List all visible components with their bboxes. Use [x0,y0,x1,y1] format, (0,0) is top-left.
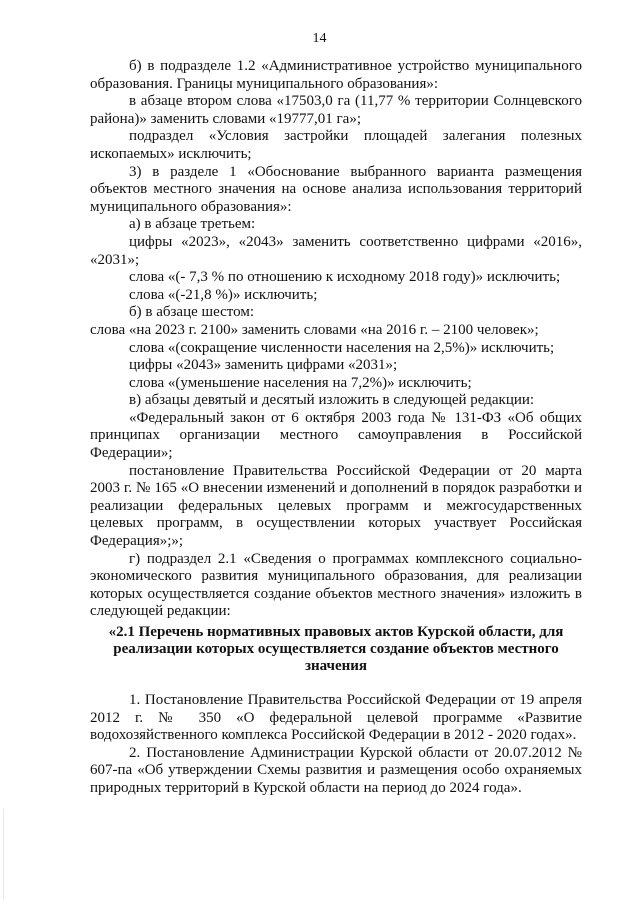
paragraph: слова «(- 7,3 % по отношению к исходному 2018 году)» исключить; [129,269,561,286]
blank-line [90,675,582,692]
list-item: 1. Постановление Правительства Российской Федерации от 19 апреля 2012 г. № 350 «О федеральной целевой программе «Развитие водохозяйственного комплекса Российской Федерации в 2012 - 2020 годах». [90,692,582,744]
paragraph: в абзаце втором слова «17503,0 га (11,77 % территории Солнцевского района)» заменить словами «19777,01 га»; [90,93,582,127]
paragraph: слова «(уменьшение населения на 7,2%)» исключить; [129,374,472,391]
paragraph: постановление Правительства Российской Федерации от 20 марта 2003 г. № 165 «О внесении изменений и дополнений в порядок разработки и реализации федеральных целевых программ и межгосударственных целевых программ, в осуществлении которых участвует Российская Федерация»;»; [90,462,582,550]
paragraph: слова «(-21,8 %)» исключить; [129,286,318,303]
paragraph: в) абзацы девятый и десятый изложить в следующей редакции: [129,392,535,409]
paragraph: слова «на 2023 г. 2100» заменить словами «на 2016 г. – 2100 человек»; [90,321,539,338]
page-number: 14 [312,31,327,46]
paragraph: 3) в разделе 1 «Обоснование выбранного варианта размещения объектов местного значения на основе анализа использования территорий муниципального образования»: [90,163,582,215]
scan-edge-line [3,809,4,899]
paragraph: цифры «2023», «2043» заменить соответственно цифрами «2016», «2031»; [90,233,582,268]
paragraph: б) в подразделе 1.2 «Административное устройство муниципального образования. Границы муниципального образования»: [90,58,582,92]
paragraph: подраздел «Условия застройки площадей залегания полезных ископаемых» исключить; [90,128,582,162]
paragraph: «Федеральный закон от 6 октября 2003 года № 131-ФЗ «Об общих принципах организации местного самоуправления в Российской Федерации»; [90,409,582,462]
section-heading: «2.1 Перечень нормативных правовых актов Курской области, для реализации которых осуществляется создание объектов местного значения [108,624,564,674]
paragraph: цифры «2043» заменить цифрами «2031»; [129,357,398,374]
document-body [90,58,582,798]
paragraph: г) подраздел 2.1 «Сведения о программах комплексного социально-экономического развития муниципального образования, для реализации которых осуществляется создание объектов местного значения» изложить в следующей редакции: [90,550,582,620]
paragraph: а) в абзаце третьем: [129,216,256,233]
paragraph: слова «(сокращение численности населения на 2,5%)» исключить; [129,339,555,356]
paragraph: б) в абзаце шестом: [129,304,254,321]
list-item: 2. Постановление Администрации Курской области от 20.07.2012 № 607-па «Об утверждении Схемы развития и размещения особо охраняемых природных территорий в Курской области на период до 2024 года». [90,744,582,796]
